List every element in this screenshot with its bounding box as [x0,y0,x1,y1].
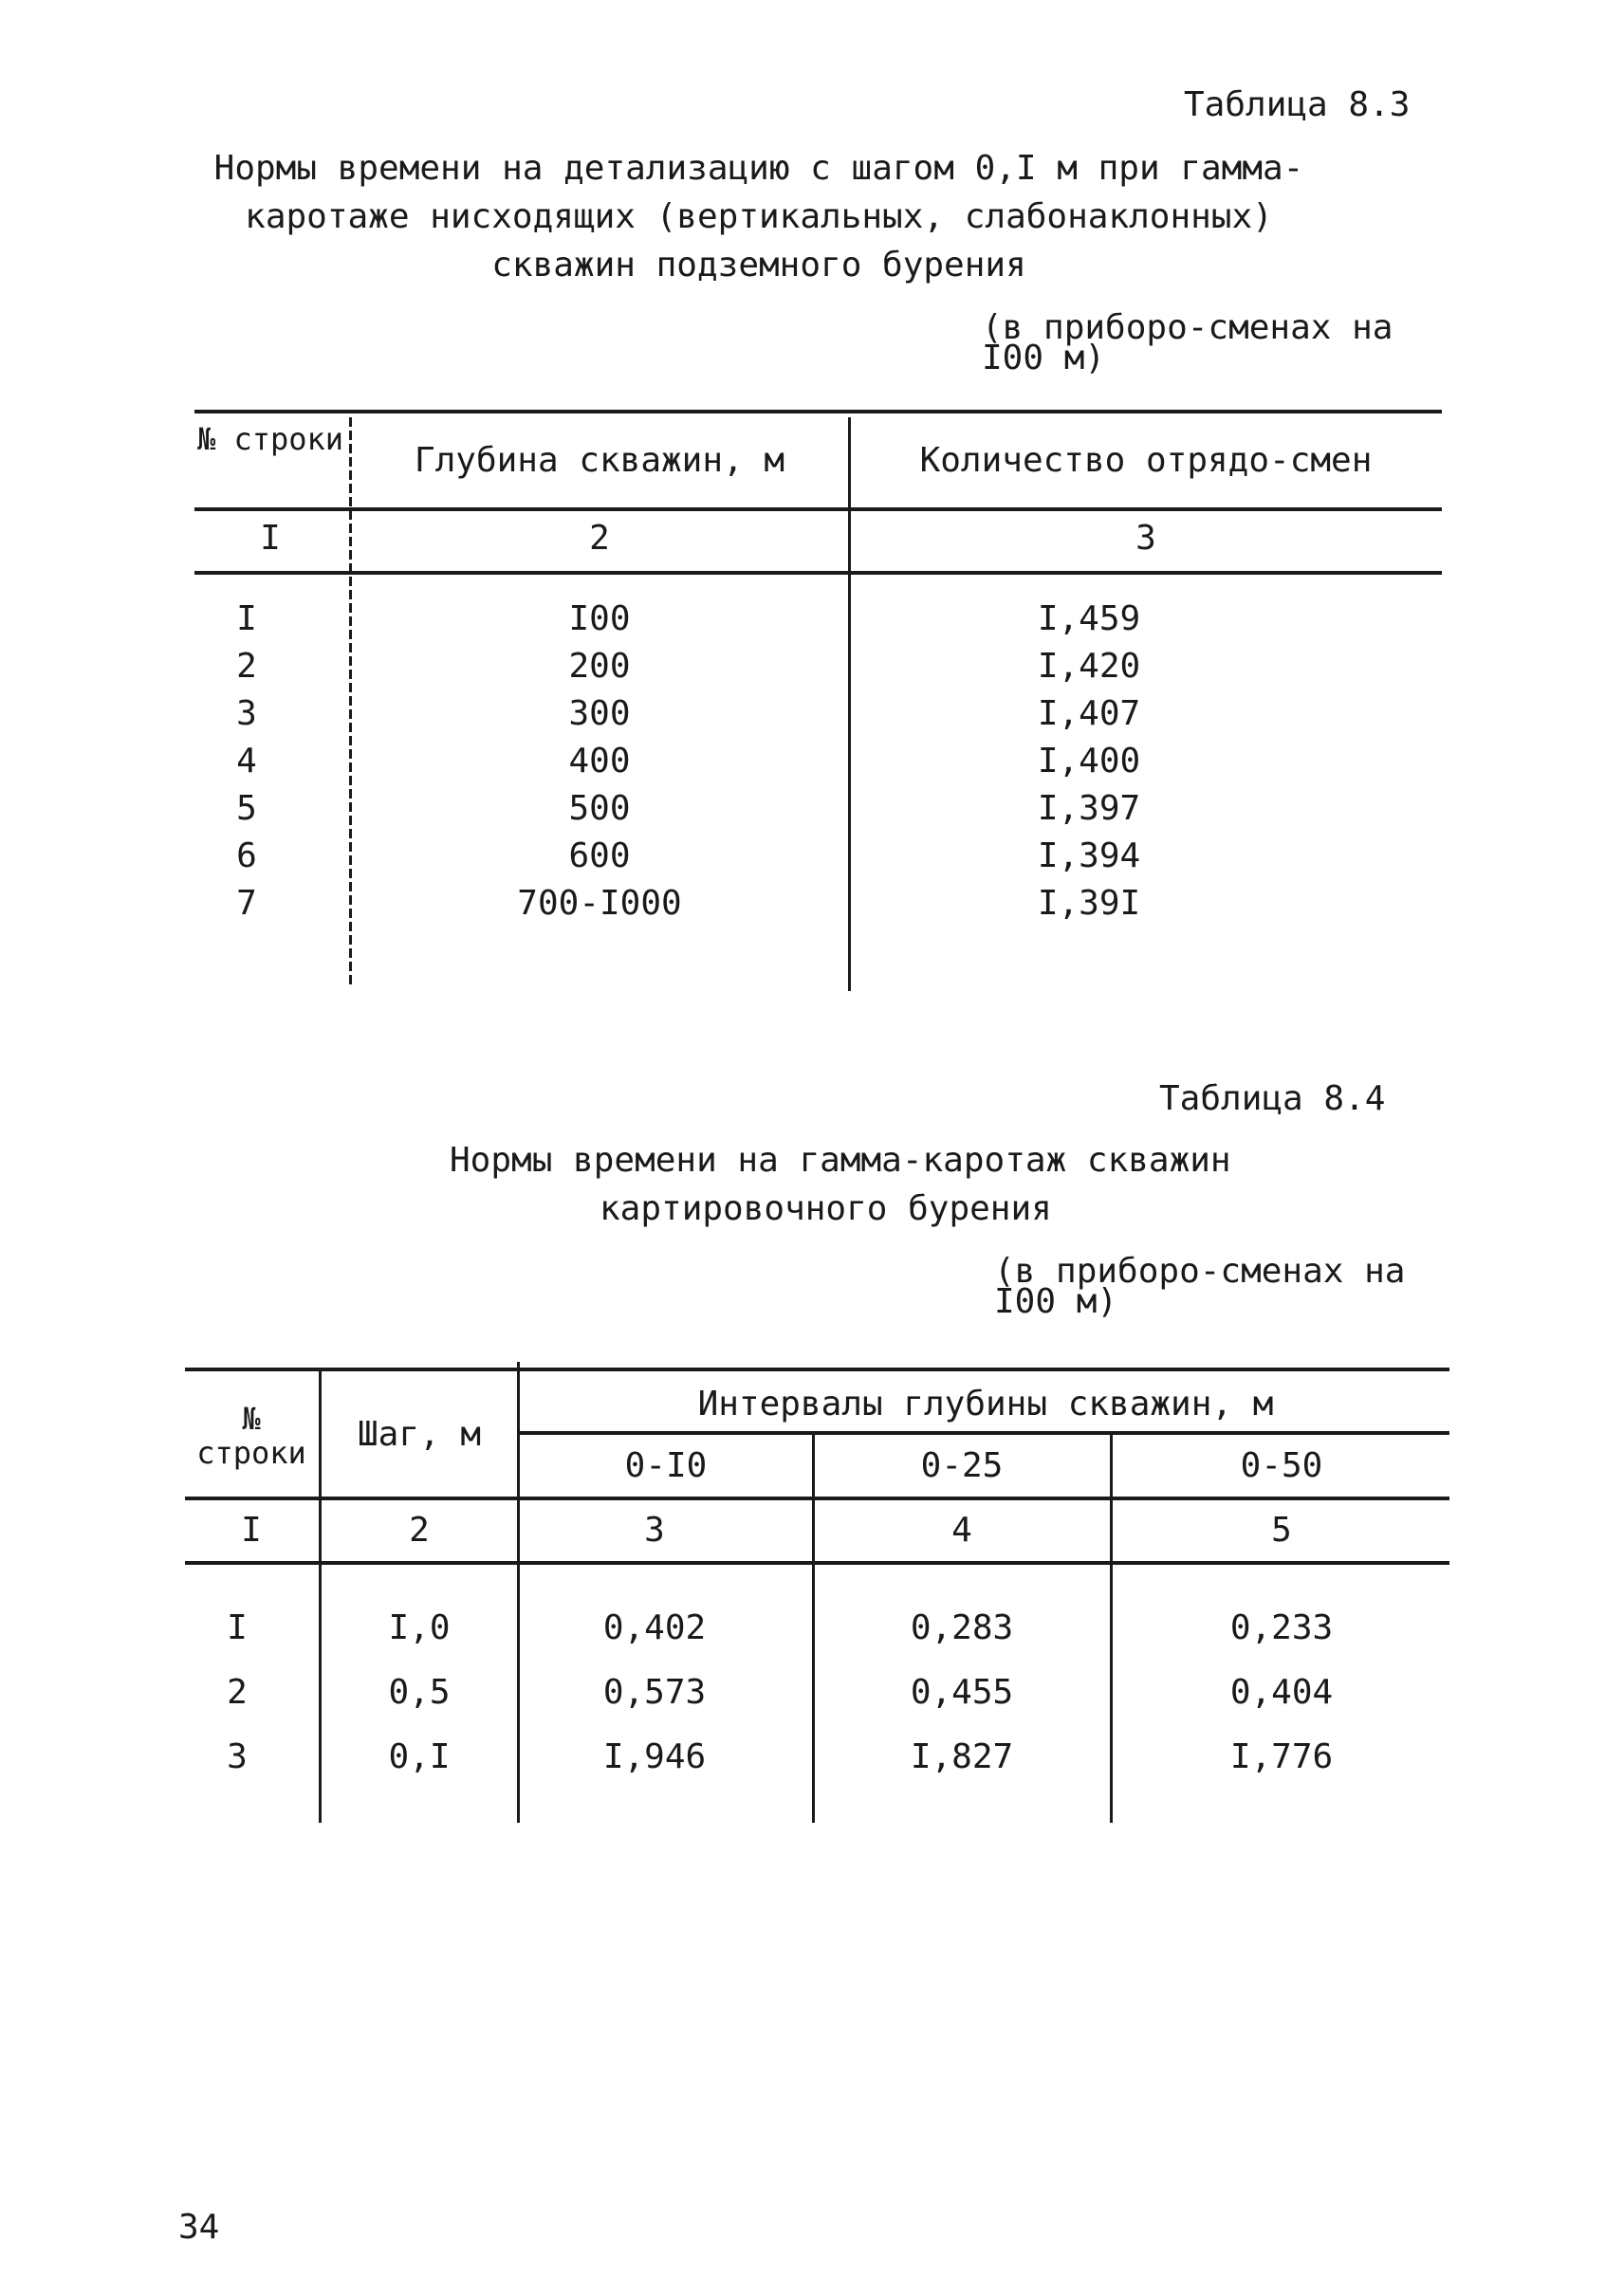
depth-cell: I00 [568,599,631,638]
title-line: Нормы времени на детализацию с шагом 0,I м при гамма- [213,149,1304,188]
table-8-4-caption: Таблица 8.4 [1159,1079,1386,1118]
row-number: 4 [236,742,257,781]
header-depth-intervals: Интервалы глубины скважин, м [697,1385,1274,1424]
row-number: 3 [227,1737,248,1776]
column-number: 3 [644,1511,665,1550]
row-number: 7 [236,884,257,923]
interval-cell: 0,573 [602,1673,707,1712]
shifts-cell: I,459 [1037,599,1141,638]
units-line: I00 м) [994,1282,1118,1321]
interval-cell: 0,283 [910,1608,1014,1647]
row-number: I [236,599,257,638]
group-header-rule [518,1431,1449,1435]
shifts-cell: I,397 [1037,789,1141,828]
row-number: 2 [227,1673,248,1712]
units-line: I00 м) [982,339,1106,377]
interval-cell: I,827 [910,1737,1014,1776]
shifts-cell: I,400 [1037,742,1141,781]
header-interval: 0-25 [920,1446,1004,1485]
column-divider [1110,1433,1113,1823]
header-depth: Глубина скважин, м [414,441,785,480]
interval-cell: I,776 [1229,1737,1334,1776]
row-number: I [227,1608,248,1647]
header-interval: 0-I0 [624,1446,708,1485]
units-line: (в приборо-сменах на [994,1252,1406,1291]
column-number: I [260,519,281,558]
row-number: 5 [236,789,257,828]
interval-cell: 0,402 [602,1608,707,1647]
depth-cell: 600 [568,836,631,875]
title-line: каротаже нисходящих (вертикальных, слабонаклонных) [245,197,1273,236]
column-number: 2 [589,519,610,558]
header-row-number: № строки [196,421,344,457]
step-cell: I,0 [388,1608,451,1647]
interval-cell: 0,233 [1229,1608,1334,1647]
depth-cell: 400 [568,742,631,781]
header-rule [185,1497,1449,1500]
depth-cell: 300 [568,694,631,733]
column-number: 4 [951,1511,972,1550]
header-shifts: Количество отрядо-смен [919,441,1373,480]
depth-cell: 700-I000 [517,884,682,923]
column-number: 3 [1135,519,1156,558]
shifts-cell: I,39I [1037,884,1141,923]
column-divider [517,1362,520,1823]
step-cell: 0,I [388,1737,451,1776]
column-number: 2 [409,1511,430,1550]
depth-cell: 200 [568,647,631,686]
row-number: 2 [236,647,257,686]
column-number: 5 [1271,1511,1292,1550]
column-divider [319,1368,322,1823]
header-interval: 0-50 [1240,1446,1323,1485]
title-line: Нормы времени на гамма-каротаж скважин [450,1141,1231,1180]
row-number: 6 [236,836,257,875]
depth-cell: 500 [568,789,631,828]
row-number: 3 [236,694,257,733]
units-line: (в приборо-сменах на [982,308,1393,347]
column-number: I [241,1511,262,1550]
interval-cell: I,946 [602,1737,707,1776]
table-top-rule [185,1368,1449,1371]
table-8-3-caption: Таблица 8.3 [1184,85,1411,124]
column-divider [812,1433,815,1823]
header-row-number: № строки [196,1401,306,1471]
header-step: Шаг, м [357,1415,482,1454]
shifts-cell: I,394 [1037,836,1141,875]
shifts-cell: I,407 [1037,694,1141,733]
interval-cell: 0,455 [910,1673,1014,1712]
shifts-cell: I,420 [1037,647,1141,686]
title-line: скважин подземного бурения [491,246,1026,285]
page-number: 34 [178,2208,220,2247]
title-line: картировочного бурения [600,1189,1052,1228]
step-cell: 0,5 [388,1673,451,1712]
colnum-rule [185,1561,1449,1565]
interval-cell: 0,404 [1229,1673,1334,1712]
